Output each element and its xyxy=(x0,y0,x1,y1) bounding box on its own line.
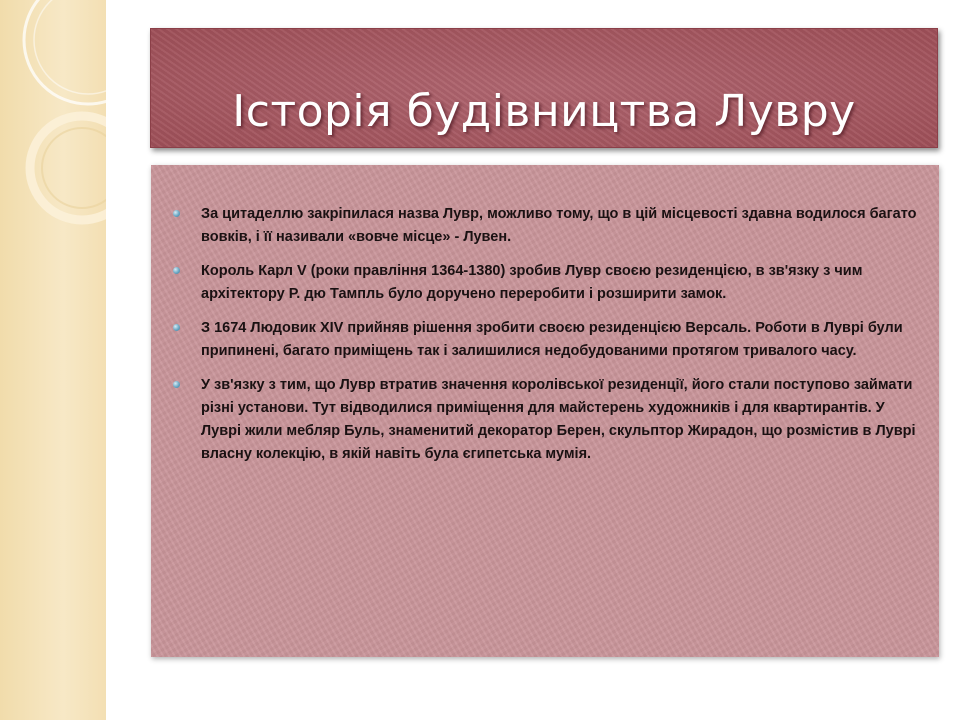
bullet-text: З 1674 Людовик XIV прийняв рішення зробити своєю резиденцією Версаль. Роботи в Луврі були припинені, багато приміщень так і залишилися недобудованими протягом тривалого часу. xyxy=(201,320,903,359)
bullet-text: У зв'язку з тим, що Лувр втратив значення королівської резиденції, його стали поступово займати різні установи. Тут відводилися приміщення для майстерень художників і для квартирантів. У Луврі жили мебляр Буль, знаменитий декоратор Берен, скульптор Жирадон, що розмістив в Луврі власну колекцію, в якій навіть була єгипетська мумія. xyxy=(201,377,916,462)
bullet-icon xyxy=(173,267,180,274)
bullet-list xyxy=(173,203,925,477)
bullet-icon xyxy=(173,324,180,331)
title-banner xyxy=(150,28,938,148)
decorative-circles xyxy=(0,0,106,720)
list-item xyxy=(173,317,925,363)
bullet-icon xyxy=(173,210,180,217)
list-item xyxy=(173,374,925,466)
slide-title: Історія будівництва Лувру xyxy=(232,86,856,137)
bullet-icon xyxy=(173,381,180,388)
list-item xyxy=(173,260,925,306)
bullet-text: За цитаделлю закріпилася назва Лувр, можливо тому, що в цій місцевості здавна водилося багато вовків, і її називали «вовче місце» - Лувен. xyxy=(201,206,917,245)
list-item xyxy=(173,203,925,249)
decorative-left-strip xyxy=(0,0,106,720)
content-panel xyxy=(151,165,939,657)
bullet-text: Король Карл V (роки правління 1364-1380) зробив Лувр своєю резиденцією, в зв'язку з чим архітектору Р. дю Тампль було доручено переробити і розширити замок. xyxy=(201,263,863,302)
